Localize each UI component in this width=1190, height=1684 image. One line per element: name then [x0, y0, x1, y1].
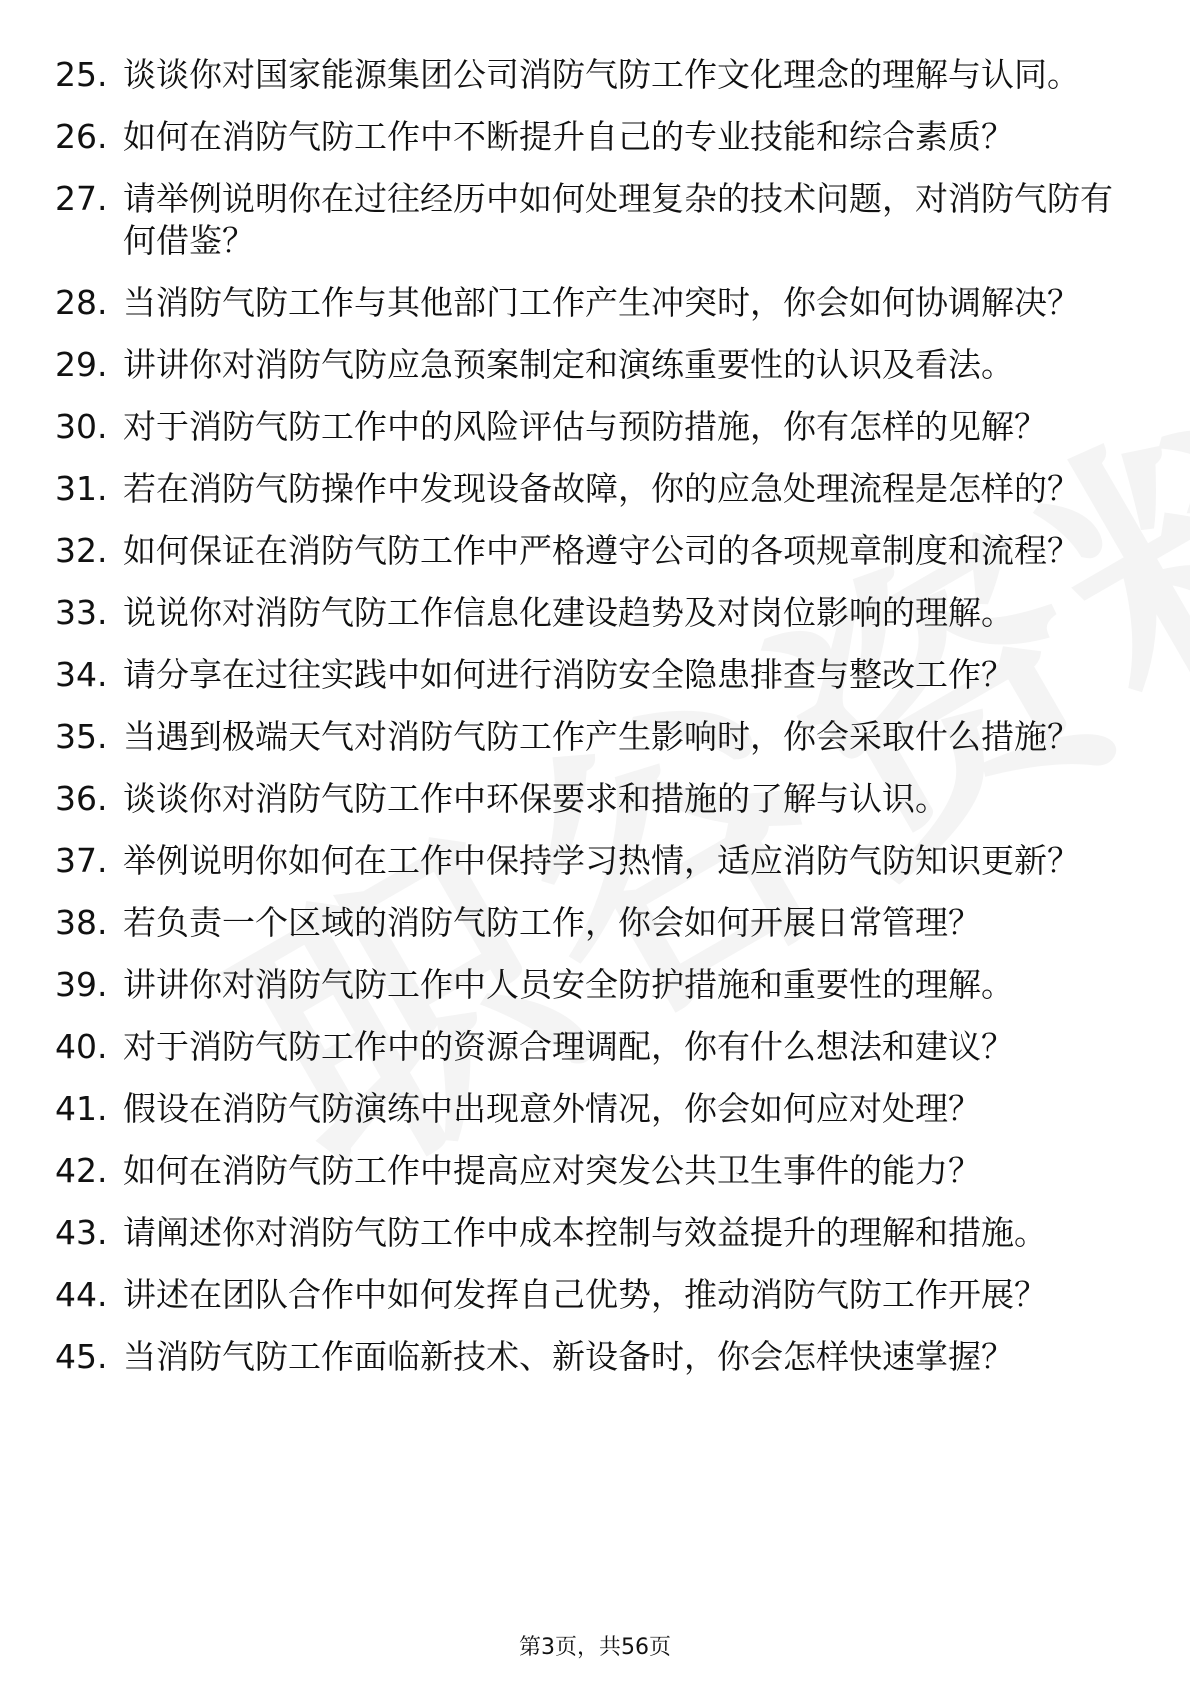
question-text: 请阐述你对消防气防工作中成本控制与效益提升的理解和措施。: [123, 1213, 1047, 1252]
question-text: 如何在消防气防工作中不断提升自己的专业技能和综合素质？: [123, 117, 1014, 156]
question-text: 说说你对消防气防工作信息化建设趋势及对岗位影响的理解。: [123, 593, 1014, 632]
question-item: [55, 778, 1135, 820]
question-number: 39.: [55, 965, 108, 1004]
question-text: 当遇到极端天气对消防气防工作产生影响时，你会采取什么措施？: [123, 717, 1080, 756]
question-item: [55, 178, 1135, 262]
question-number: 42.: [55, 1151, 108, 1190]
question-number: 44.: [55, 1275, 108, 1314]
question-number: 28.: [55, 283, 108, 322]
question-item: [55, 54, 1135, 96]
question-number: 37.: [55, 841, 108, 880]
question-item: [55, 716, 1135, 758]
question-text: 讲述在团队合作中如何发挥自己优势，推动消防气防工作开展？: [123, 1275, 1047, 1314]
question-text: 当消防气防工作与其他部门工作产生冲突时，你会如何协调解决？: [123, 283, 1080, 322]
question-number: 26.: [55, 117, 108, 156]
question-item: [55, 902, 1135, 944]
question-text: 对于消防气防工作中的资源合理调配，你有什么想法和建议？: [123, 1027, 1014, 1066]
question-item: [55, 1274, 1135, 1316]
question-number: 32.: [55, 531, 108, 570]
question-text: 请分享在过往实践中如何进行消防安全隐患排查与整改工作？: [123, 655, 1014, 694]
question-number: 41.: [55, 1089, 108, 1128]
question-item: [55, 406, 1135, 448]
question-item: [55, 840, 1135, 882]
question-text: 谈谈你对国家能源集团公司消防气防工作文化理念的理解与认同。: [123, 55, 1080, 94]
question-item: [55, 1088, 1135, 1130]
question-item: [55, 1026, 1135, 1068]
page-footer: 第3页，共56页: [519, 1635, 671, 1660]
question-number: 34.: [55, 655, 108, 694]
question-number: 40.: [55, 1027, 108, 1066]
question-number: 27.: [55, 179, 108, 218]
question-number: 25.: [55, 55, 108, 94]
question-text: 谈谈你对消防气防工作中环保要求和措施的了解与认识。: [123, 779, 948, 818]
question-item: [55, 592, 1135, 634]
question-text: 讲讲你对消防气防应急预案制定和演练重要性的认识及看法。: [123, 345, 1014, 384]
question-item: [55, 1212, 1135, 1254]
question-text: 请举例说明你在过往经历中如何处理复杂的技术问题，对消防气防有何借鉴？: [123, 179, 1113, 260]
question-item: [55, 468, 1135, 510]
question-number: 38.: [55, 903, 108, 942]
question-item: [55, 964, 1135, 1006]
question-number: 30.: [55, 407, 108, 446]
question-item: [55, 1150, 1135, 1192]
question-number: 33.: [55, 593, 108, 632]
question-text: 讲讲你对消防气防工作中人员安全防护措施和重要性的理解。: [123, 965, 1014, 1004]
question-text: 对于消防气防工作中的风险评估与预防措施，你有怎样的见解？: [123, 407, 1047, 446]
question-number: 36.: [55, 779, 108, 818]
question-item: [55, 1336, 1135, 1378]
question-number: 43.: [55, 1213, 108, 1252]
question-number: 29.: [55, 345, 108, 384]
question-number: 31.: [55, 469, 108, 508]
question-text: 若负责一个区域的消防气防工作，你会如何开展日常管理？: [123, 903, 981, 942]
question-item: [55, 116, 1135, 158]
question-text: 假设在消防气防演练中出现意外情况，你会如何应对处理？: [123, 1089, 981, 1128]
question-item: [55, 344, 1135, 386]
question-item: [55, 530, 1135, 572]
question-text: 当消防气防工作面临新技术、新设备时，你会怎样快速掌握？: [123, 1337, 1014, 1376]
question-item: [55, 282, 1135, 324]
question-text: 如何在消防气防工作中提高应对突发公共卫生事件的能力？: [123, 1151, 981, 1190]
question-number: 35.: [55, 717, 108, 756]
question-item: [55, 654, 1135, 696]
question-text: 如何保证在消防气防工作中严格遵守公司的各项规章制度和流程？: [123, 531, 1080, 570]
question-list: [55, 54, 1135, 1398]
question-text: 举例说明你如何在工作中保持学习热情，适应消防气防知识更新？: [123, 841, 1080, 880]
question-text: 若在消防气防操作中发现设备故障，你的应急处理流程是怎样的？: [123, 469, 1080, 508]
question-number: 45.: [55, 1337, 108, 1376]
